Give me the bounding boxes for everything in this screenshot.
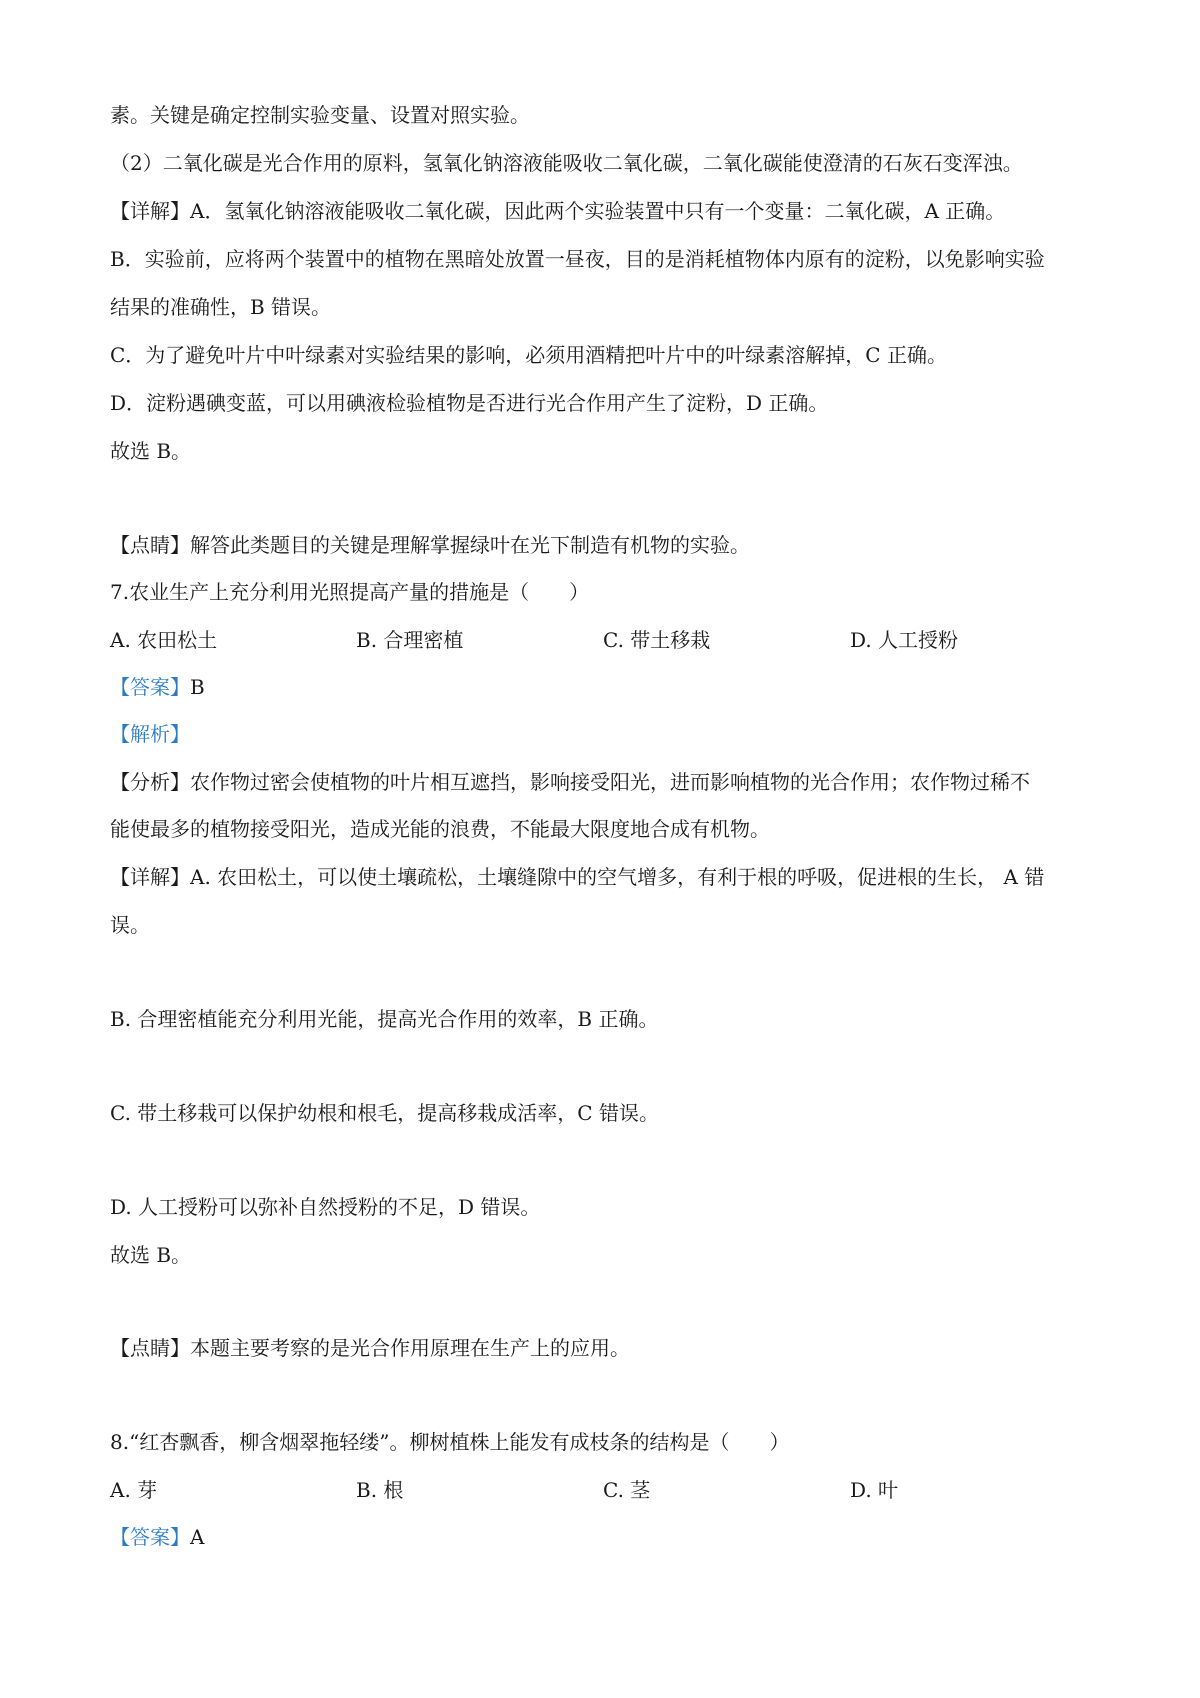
q7-detail-a-1: 【详解】A. 农田松土，可以使土壤疏松，土壤缝隙中的空气增多，有利于根的呼吸，促进根的生长， A 错 [110,865,1045,889]
q6-detail-c: C．为了避免叶片中叶绿素对实验结果的影响，必须用酒精把叶片中的叶绿素溶解掉，C 正确。 [110,343,947,367]
q7-detail-d: D. 人工授粉可以弥补自然授粉的不足，D 错误。 [110,1195,541,1219]
q8-question: 8.“红杏飘香，柳含烟翠拖轻缕”。柳树植株上能发有成枝条的结构是（ ） [110,1430,790,1454]
q7-option-b: B. 合理密植 [356,628,464,652]
q7-detail-b: B. 合理密植能充分利用光能，提高光合作用的效率，B 正确。 [110,1007,659,1031]
q7-detail-c: C. 带土移栽可以保护幼根和根毛，提高移栽成活率，C 错误。 [110,1101,659,1125]
q7-answer-tag: 【答案】 [110,675,190,699]
q7-option-c: C. 带土移栽 [603,628,711,652]
q7-option-a: A. 农田松土 [110,628,218,652]
q8-option-c: C. 茎 [603,1478,651,1502]
intro-line-1: 素。关键是确定控制实验变量、设置对照实验。 [110,103,530,127]
q7-answer-value: B [190,675,205,699]
q8-option-d: D. 叶 [850,1478,899,1502]
q7-comment: 【点睛】本题主要考察的是光合作用原理在生产上的应用。 [110,1336,630,1360]
q7-answer [110,672,1100,702]
q7-analysis-tag: 【解析】 [110,722,190,746]
q6-detail-a: 【详解】A．氢氧化钠溶液能吸收二氧化碳，因此两个实验装置中只有一个变量：二氧化碳，A 正确。 [110,199,1006,223]
q7-analysis-1: 【分析】农作物过密会使植物的叶片相互遮挡，影响接受阳光，进而影响植物的光合作用；农作物过稀不 [110,770,1030,794]
q6-detail-b-1: B．实验前，应将两个装置中的植物在黑暗处放置一昼夜，目的是消耗植物体内原有的淀粉，以免影响实验 [110,247,1045,271]
q8-answer-value: A [190,1525,205,1549]
q6-detail-d: D．淀粉遇碘变蓝，可以用碘液检验植物是否进行光合作用产生了淀粉，D 正确。 [110,391,829,415]
q7-option-d: D. 人工授粉 [850,628,959,652]
q8-answer-tag: 【答案】 [110,1525,190,1549]
q7-analysis-2: 能使最多的植物接受阳光，造成光能的浪费，不能最大限度地合成有机物。 [110,817,770,841]
q8-option-b: B. 根 [356,1478,404,1502]
q7-detail-a-2: 误。 [110,913,150,937]
q6-comment: 【点睛】解答此类题目的关键是理解掌握绿叶在光下制造有机物的实验。 [110,533,750,557]
q7-choice: 故选 B。 [110,1243,192,1267]
q8-option-a: A. 芽 [110,1478,158,1502]
q6-detail-b-2: 结果的准确性，B 错误。 [110,295,332,319]
q6-choice: 故选 B。 [110,439,192,463]
q8-answer [110,1522,1100,1552]
intro-line-2: （2）二氧化碳是光合作用的原料，氢氧化钠溶液能吸收二氧化碳，二氧化碳能使澄清的石灰石变浑浊。 [110,151,1023,175]
q7-question: 7.农业生产上充分利用光照提高产量的措施是（ ） [110,580,590,604]
